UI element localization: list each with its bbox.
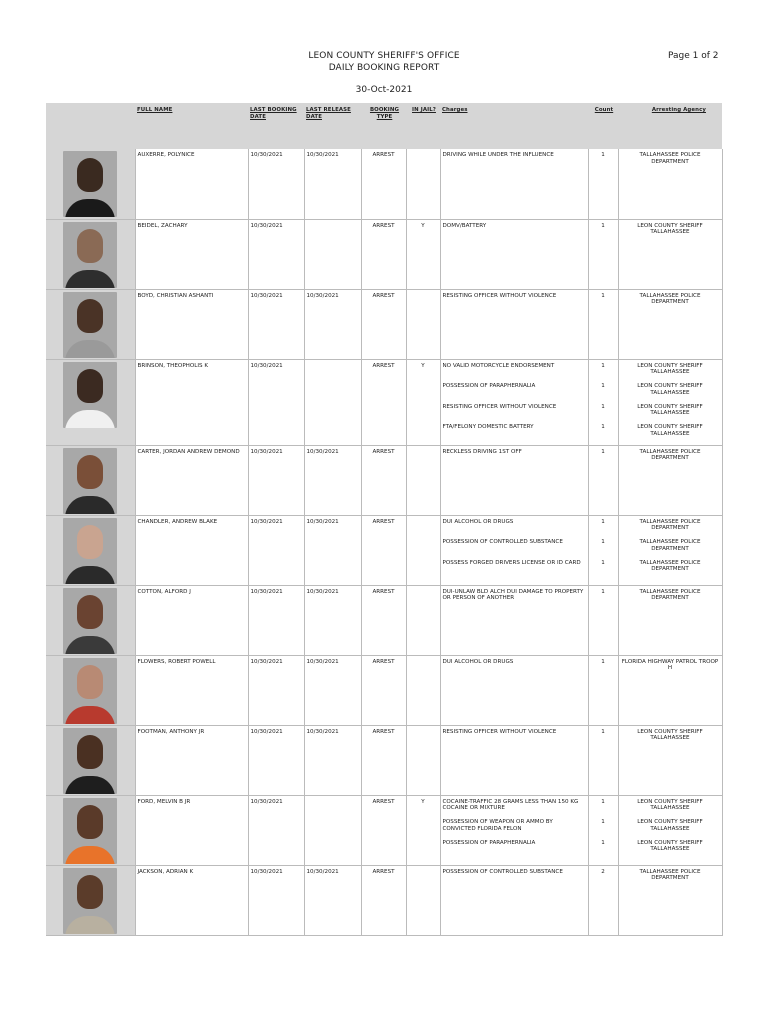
mugshot-photo — [63, 588, 117, 654]
last-booking-date: 10/30/2021 — [248, 149, 304, 219]
charge-count: 2 — [601, 868, 605, 875]
mugshot-shirt — [65, 340, 115, 358]
booking-row — [46, 219, 722, 289]
charge-text: POSSESSION OF PARAPHERNALIA — [442, 839, 536, 846]
charge-count: 1 — [601, 362, 605, 369]
count-cell — [588, 289, 618, 359]
count-cell — [588, 515, 618, 585]
mugshot-cell — [46, 725, 135, 795]
header-count: Count — [594, 107, 614, 113]
charge-text: POSSESSION OF CONTROLLED SUBSTANCE — [442, 539, 563, 545]
charge-agency: LEON COUNTY SHERIFF TALLAHASSEE — [637, 728, 703, 742]
full-name: AUXERRE, POLYNICE — [135, 149, 248, 219]
header-last-release-date: LAST RELEASE DATE — [306, 107, 351, 120]
charge-count: 1 — [601, 539, 605, 545]
booking-row — [46, 289, 722, 359]
mugshot-shirt — [65, 410, 115, 428]
booking-row — [46, 149, 722, 219]
charge-text: DUI ALCOHOL OR DRUGS — [442, 658, 514, 665]
charge-count: 1 — [601, 152, 605, 158]
charge-count: 1 — [601, 292, 605, 299]
agency-cell — [618, 725, 722, 795]
charge-count: 1 — [601, 222, 605, 229]
booking-type: ARREST — [361, 515, 406, 585]
mugshot-shirt — [65, 916, 115, 934]
charge-count: 1 — [601, 559, 605, 566]
charge-text: RESISTING OFFICER WITHOUT VIOLENCE — [442, 403, 557, 410]
charge-count: 1 — [601, 448, 605, 455]
mugshot-face — [77, 369, 103, 403]
last-release-date: 10/30/2021 — [304, 445, 361, 515]
count-cell — [588, 219, 618, 289]
column-header-row — [46, 103, 722, 149]
mugshot-photo — [63, 798, 117, 864]
charges-cell — [440, 289, 588, 359]
charge-agency: LEON COUNTY SHERIFF TALLAHASSEE — [637, 403, 703, 417]
count-cell — [588, 359, 618, 445]
mugshot-cell — [46, 445, 135, 515]
mugshot-cell — [46, 655, 135, 725]
last-release-date: 10/30/2021 — [304, 515, 361, 585]
mugshot-face — [77, 525, 103, 559]
in-jail — [406, 289, 440, 359]
charges-cell — [440, 515, 588, 585]
mugshot-cell — [46, 149, 135, 219]
charge-agency: TALLAHASSEE POLICE DEPARTMENT — [639, 588, 701, 602]
in-jail — [406, 725, 440, 795]
count-cell — [588, 585, 618, 655]
charge-count: 1 — [601, 383, 605, 389]
in-jail — [406, 865, 440, 935]
booking-type: ARREST — [361, 725, 406, 795]
mugshot-face — [77, 229, 103, 263]
mugshot-cell — [46, 289, 135, 359]
booking-row — [46, 655, 722, 725]
mugshot-photo — [63, 728, 117, 794]
in-jail — [406, 585, 440, 655]
charge-text: DRIVING WHILE UNDER THE INFLUENCE — [442, 152, 554, 158]
agency-cell — [618, 289, 722, 359]
booking-type: ARREST — [361, 795, 406, 865]
charge-text: DOMV/BATTERY — [442, 222, 487, 229]
last-release-date — [304, 219, 361, 289]
in-jail: Y — [406, 795, 440, 865]
booking-type: ARREST — [361, 149, 406, 219]
booking-row — [46, 515, 722, 585]
full-name: CARTER, JORDAN ANDREW DEMOND — [135, 445, 248, 515]
mugshot-shirt — [65, 776, 115, 794]
charge-count: 1 — [601, 424, 605, 430]
mugshot-photo — [63, 518, 117, 584]
agency-cell — [618, 445, 722, 515]
last-booking-date: 10/30/2021 — [248, 655, 304, 725]
last-release-date: 10/30/2021 — [304, 865, 361, 935]
charge-agency: FLORIDA HIGHWAY PATROL TROOP H — [621, 658, 719, 672]
agency-cell — [618, 585, 722, 655]
page-number: Page 1 of 2 — [668, 51, 719, 61]
charge-text: RECKLESS DRIVING 1ST OFF — [442, 448, 522, 455]
charge-agency: LEON COUNTY SHERIFF TALLAHASSEE — [637, 819, 703, 832]
mugshot-photo — [63, 658, 117, 724]
charge-count: 1 — [601, 518, 605, 525]
mugshot-face — [77, 595, 103, 629]
agency-cell — [618, 795, 722, 865]
charges-cell — [440, 865, 588, 935]
booking-type: ARREST — [361, 359, 406, 445]
mugshot-photo — [63, 292, 117, 358]
charges-cell — [440, 795, 588, 865]
full-name: FLOWERS, ROBERT POWELL — [135, 655, 248, 725]
last-release-date: 10/30/2021 — [304, 149, 361, 219]
charge-agency: TALLAHASSEE POLICE DEPARTMENT — [639, 559, 701, 573]
booking-type: ARREST — [361, 445, 406, 515]
charge-count: 1 — [601, 819, 605, 825]
charge-agency: TALLAHASSEE POLICE DEPARTMENT — [639, 152, 701, 165]
last-booking-date: 10/30/2021 — [248, 585, 304, 655]
charge-text: POSSESS FORGED DRIVERS LICENSE OR ID CARD — [442, 559, 581, 566]
last-release-date: 10/30/2021 — [304, 585, 361, 655]
full-name: JACKSON, ADRIAN K — [135, 865, 248, 935]
agency-cell — [618, 149, 722, 219]
charge-agency: TALLAHASSEE POLICE DEPARTMENT — [639, 518, 701, 532]
last-release-date: 10/30/2021 — [304, 655, 361, 725]
in-jail — [406, 445, 440, 515]
charge-text: POSSESSION OF CONTROLLED SUBSTANCE — [442, 868, 563, 875]
charge-text: COCAINE-TRAFFIC 28 GRAMS LESS THAN 150 KG COCAINE OR MIXTURE — [442, 798, 579, 812]
header-charges: Charges — [442, 107, 468, 113]
mugshot-cell — [46, 219, 135, 289]
mugshot-cell — [46, 795, 135, 865]
charges-cell — [440, 219, 588, 289]
mugshot-shirt — [65, 566, 115, 584]
mugshot-cell — [46, 585, 135, 655]
charges-cell — [440, 725, 588, 795]
mugshot-face — [77, 735, 103, 769]
count-cell — [588, 865, 618, 935]
booking-type: ARREST — [361, 865, 406, 935]
booking-row — [46, 585, 722, 655]
booking-type: ARREST — [361, 655, 406, 725]
count-cell — [588, 725, 618, 795]
in-jail — [406, 149, 440, 219]
header-arresting-agency: Arresting Agency — [651, 107, 706, 113]
charge-agency: LEON COUNTY SHERIFF TALLAHASSEE — [637, 383, 703, 396]
charges-cell — [440, 445, 588, 515]
count-cell — [588, 655, 618, 725]
charge-count: 1 — [601, 728, 605, 735]
charge-text: DUI-UNLAW BLD ALCH DUI DAMAGE TO PROPERTY OR PERSON OF ANOTHER — [442, 588, 584, 602]
booking-row — [46, 445, 722, 515]
charge-agency: TALLAHASSEE POLICE DEPARTMENT — [639, 448, 701, 462]
booking-type: ARREST — [361, 289, 406, 359]
in-jail: Y — [406, 219, 440, 289]
last-release-date — [304, 795, 361, 865]
charge-count: 1 — [601, 588, 605, 595]
mugshot-face — [77, 158, 103, 192]
mugshot-cell — [46, 359, 135, 445]
last-release-date: 10/30/2021 — [304, 725, 361, 795]
mugshot-shirt — [65, 199, 115, 217]
mugshot-face — [77, 805, 103, 839]
last-booking-date: 10/30/2021 — [248, 795, 304, 865]
last-booking-date: 10/30/2021 — [248, 359, 304, 445]
mugshot-cell — [46, 865, 135, 935]
mugshot-face — [77, 455, 103, 489]
in-jail — [406, 655, 440, 725]
header-full-name: FULL NAME — [137, 107, 173, 113]
charge-agency: LEON COUNTY SHERIFF TALLAHASSEE — [637, 222, 703, 236]
mugshot-photo — [63, 868, 117, 934]
charge-agency: LEON COUNTY SHERIFF TALLAHASSEE — [637, 798, 703, 812]
mugshot-shirt — [65, 496, 115, 514]
charge-text: DUI ALCOHOL OR DRUGS — [442, 518, 514, 525]
mugshot-face — [77, 665, 103, 699]
mugshot-photo — [63, 151, 117, 217]
mugshot-shirt — [65, 846, 115, 864]
mugshot-face — [77, 875, 103, 909]
booking-row — [46, 795, 722, 865]
agency-cell — [618, 655, 722, 725]
full-name: FOOTMAN, ANTHONY JR — [135, 725, 248, 795]
mugshot-photo — [63, 448, 117, 514]
agency-cell — [618, 219, 722, 289]
mugshot-cell — [46, 515, 135, 585]
count-cell — [588, 795, 618, 865]
report-office-title: LEON COUNTY SHERIFF'S OFFICE — [308, 51, 460, 61]
header-booking-type: BOOKING TYPE — [369, 107, 400, 120]
full-name: COTTON, ALFORD J — [135, 585, 248, 655]
charge-text: POSSESSION OF WEAPON OR AMMO BY CONVICTED FLORIDA FELON — [442, 819, 553, 832]
in-jail: Y — [406, 359, 440, 445]
booking-table — [46, 103, 723, 936]
charge-agency: LEON COUNTY SHERIFF TALLAHASSEE — [637, 839, 703, 853]
charge-text: FTA/FELONY DOMESTIC BATTERY — [442, 424, 534, 430]
booking-row — [46, 359, 722, 445]
last-booking-date: 10/30/2021 — [248, 515, 304, 585]
charges-cell — [440, 149, 588, 219]
mugshot-shirt — [65, 706, 115, 724]
mugshot-shirt — [65, 270, 115, 288]
booking-row — [46, 725, 722, 795]
mugshot-photo — [63, 362, 117, 428]
header-in-jail: IN JAIL? — [412, 107, 436, 113]
charge-count: 1 — [601, 798, 605, 805]
charge-text: RESISTING OFFICER WITHOUT VIOLENCE — [442, 292, 557, 299]
charge-agency: LEON COUNTY SHERIFF TALLAHASSEE — [637, 362, 703, 376]
charges-cell — [440, 585, 588, 655]
charge-text: POSSESSION OF PARAPHERNALIA — [442, 383, 536, 389]
charges-cell — [440, 655, 588, 725]
charge-count: 1 — [601, 658, 605, 665]
header-photo-cell — [46, 103, 135, 149]
charge-agency: LEON COUNTY SHERIFF TALLAHASSEE — [637, 424, 703, 437]
mugshot-photo — [63, 222, 117, 288]
last-booking-date: 10/30/2021 — [248, 219, 304, 289]
charge-agency: TALLAHASSEE POLICE DEPARTMENT — [639, 292, 701, 306]
full-name: BEIDEL, ZACHARY — [135, 219, 248, 289]
agency-cell — [618, 359, 722, 445]
charge-count: 1 — [601, 403, 605, 410]
report-title: DAILY BOOKING REPORT — [328, 63, 440, 73]
agency-cell — [618, 865, 722, 935]
booking-type: ARREST — [361, 585, 406, 655]
count-cell — [588, 445, 618, 515]
charge-agency: TALLAHASSEE POLICE DEPARTMENT — [639, 539, 701, 552]
charges-cell — [440, 359, 588, 445]
booking-row — [46, 865, 722, 935]
mugshot-face — [77, 299, 103, 333]
report-date: 30-Oct-2021 — [355, 85, 413, 95]
booking-type: ARREST — [361, 219, 406, 289]
header-last-booking-date: LAST BOOKING DATE — [250, 107, 297, 120]
last-release-date: 10/30/2021 — [304, 289, 361, 359]
full-name: BRINSON, THEOPHOLIS K — [135, 359, 248, 445]
charge-agency: TALLAHASSEE POLICE DEPARTMENT — [639, 868, 701, 882]
last-booking-date: 10/30/2021 — [248, 289, 304, 359]
mugshot-shirt — [65, 636, 115, 654]
last-release-date — [304, 359, 361, 445]
charge-text: NO VALID MOTORCYCLE ENDORSEMENT — [442, 362, 555, 369]
last-booking-date: 10/30/2021 — [248, 865, 304, 935]
full-name: FORD, MELVIN B JR — [135, 795, 248, 865]
agency-cell — [618, 515, 722, 585]
last-booking-date: 10/30/2021 — [248, 445, 304, 515]
last-booking-date: 10/30/2021 — [248, 725, 304, 795]
in-jail — [406, 515, 440, 585]
full-name: BOYD, CHRISTIAN ASHANTI — [135, 289, 248, 359]
full-name: CHANDLER, ANDREW BLAKE — [135, 515, 248, 585]
charge-count: 1 — [601, 839, 605, 846]
charge-text: RESISTING OFFICER WITHOUT VIOLENCE — [442, 728, 557, 735]
count-cell — [588, 149, 618, 219]
